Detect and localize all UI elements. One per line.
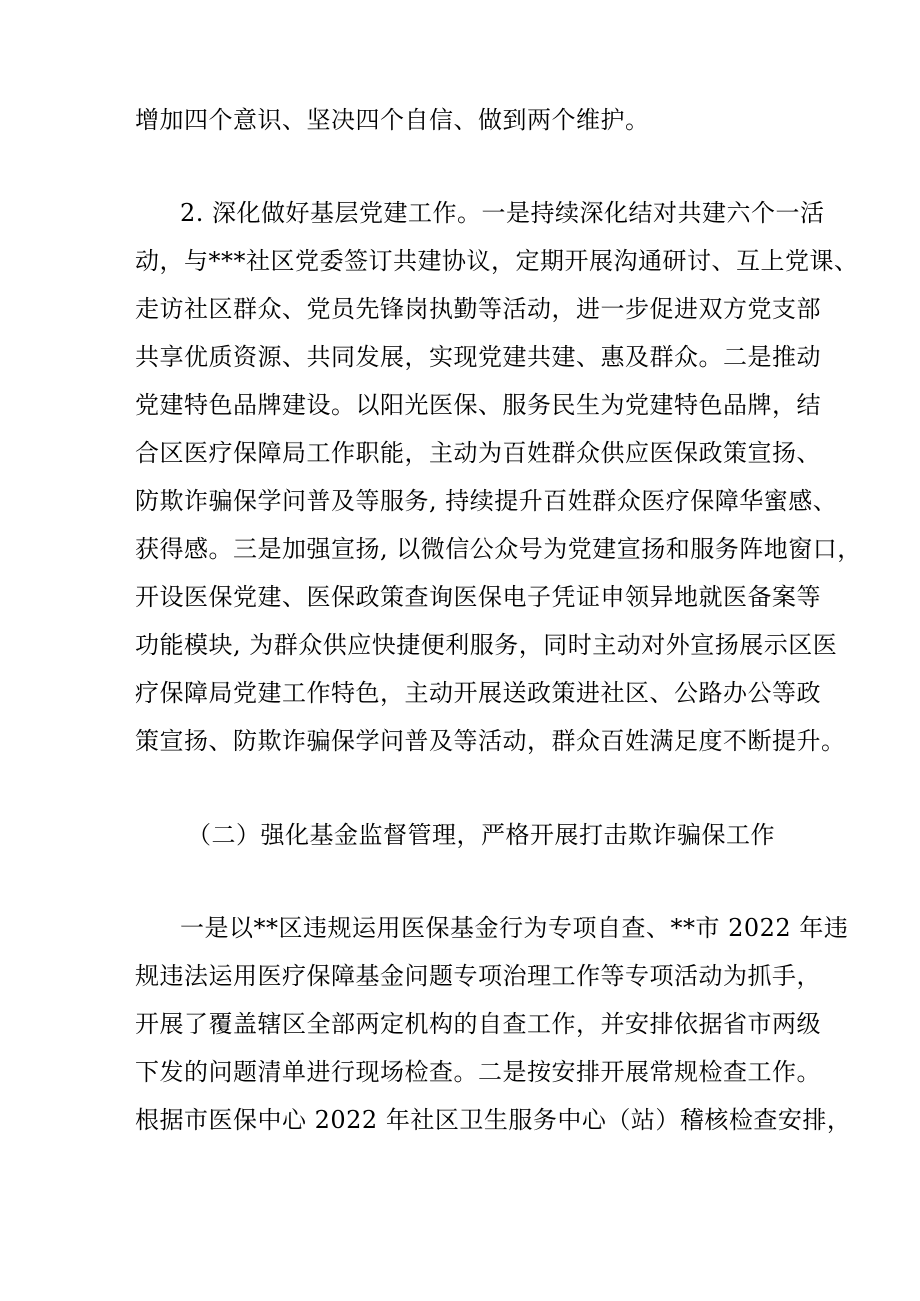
paragraph-line: 疗保障局党建工作特色，主动开展送政策进社区、公路办公等政 (135, 679, 821, 707)
paragraph-line: 走访社区群众、党员先锋岗执勤等活动，进一步促进双方党支部 (135, 295, 821, 323)
paragraph-line: 一是以**区违规运用医保基金行为专项自查、**市 2022 年违 (180, 914, 849, 942)
paragraph-line: 根据市医保中心 2022 年社区卫生服务中心（站）稽核检查安排， (135, 1106, 852, 1134)
paragraph-line: 合区医疗保障局工作职能，主动为百姓群众供应医保政策宣扬、 (135, 439, 821, 467)
paragraph-line: 获得感。三是加强宣扬, 以微信公众号为党建宣扬和服务阵地窗口， (135, 535, 862, 563)
paragraph-line: 开展了覆盖辖区全部两定机构的自查工作，并安排依据省市两级 (135, 1010, 821, 1038)
paragraph-line: 共享优质资源、共同发展，实现党建共建、惠及群众。二是推动 (135, 343, 821, 371)
paragraph-line: 增加四个意识、坚决四个自信、做到两个维护。 (135, 106, 650, 134)
paragraph-line: 党建特色品牌建设。以阳光医保、服务民生为党建特色品牌，结 (135, 391, 821, 419)
paragraph-line: 规违法运用医疗保障基金问题专项治理工作等专项活动为抓手， (135, 962, 821, 990)
paragraph-line: 开设医保党建、医保政策查询医保电子凭证申领异地就医备案等 (135, 583, 821, 611)
paragraph-line: 防欺诈骗保学问普及等服务, 持续提升百姓群众医疗保障华蜜感、 (135, 487, 838, 515)
paragraph-line: 下发的问题清单进行现场检查。二是按安排开展常规检查工作。 (135, 1058, 821, 1086)
section-heading: （二）强化基金监督管理，严格开展打击欺诈骗保工作 (187, 821, 775, 849)
paragraph-line: 策宣扬、防欺诈骗保学问普及等活动，群众百姓满足度不断提升。 (135, 727, 846, 755)
paragraph-line: 功能模块, 为群众供应快捷便利服务，同时主动对外宣扬展示区医 (135, 631, 838, 659)
paragraph-line: 动，与***社区党委签订共建协议，定期开展沟通研讨、互上党课、 (135, 247, 859, 275)
paragraph-line: 2. 深化做好基层党建工作。一是持续深化结对共建六个一活 (180, 199, 825, 227)
